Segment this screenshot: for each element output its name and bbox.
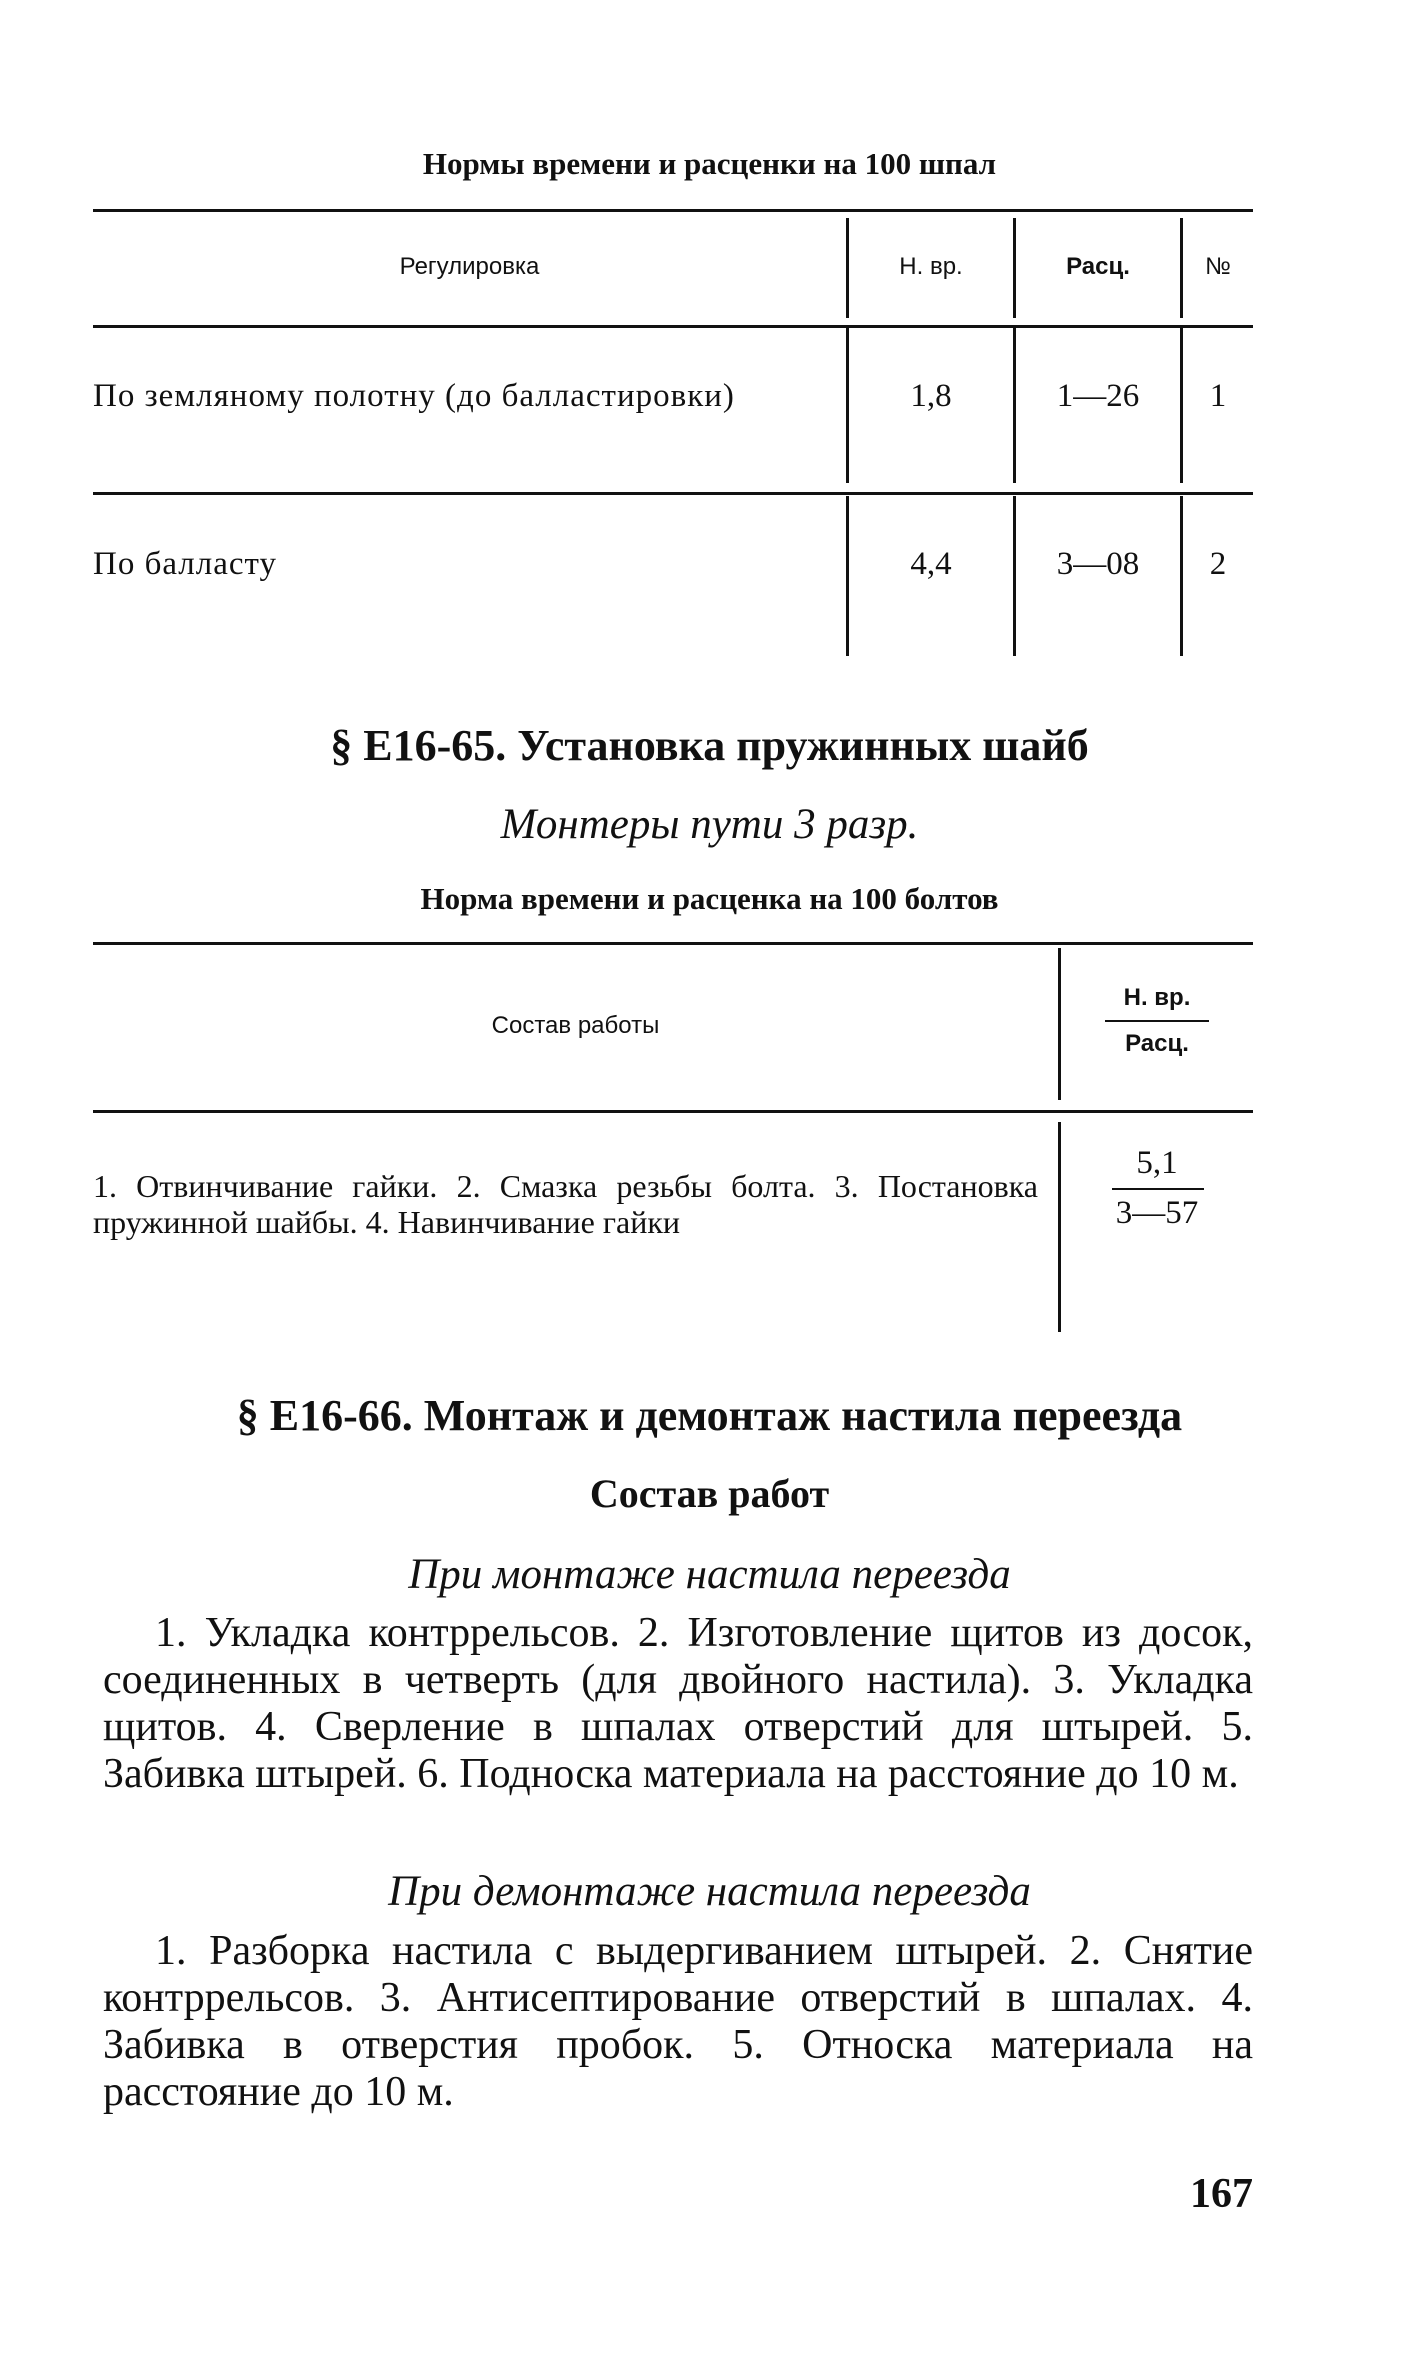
table2-top-rule (93, 942, 1253, 945)
table1-row2-no: 2 (1209, 546, 1227, 582)
page-number: 167 (1190, 2171, 1253, 2217)
table2-header-rule (93, 1110, 1253, 1113)
table1-row2-work: По балласту (93, 546, 278, 582)
mount-text-body: 1. Укладка контррельсов. 2. Изготовление щитов из досок, соединенных в четверть (для двойного настила). 3. Укладка щитов. 4. Сверление в шпалах отверстий для штырей. 5. Забивка штырей. 6. Подноска материала на расстояние до 10 м. (103, 1610, 1253, 1797)
table1-row1-work: По земляному полотну (до балластировки) (93, 378, 735, 414)
table1-row1-rate: 1—26 (1056, 378, 1140, 414)
table1-row2-norm: 4,4 (910, 546, 952, 582)
table1-caption: Нормы времени и расценки на 100 шпал (422, 146, 997, 181)
table2-rate: 3—57 (1115, 1195, 1199, 1231)
table1-row2-rate: 3—08 (1056, 546, 1140, 582)
table2-col-divider (1058, 1122, 1061, 1332)
table1-row1-norm: 1,8 (910, 378, 952, 414)
section66-subtitle: Состав работ (589, 1471, 830, 1516)
table2-work-text: 1. Отвинчивание гайки. 2. Смазка резьбы болта. 3. Постановка пружинной шайбы. 4. Навинчивание гайки (93, 1168, 1038, 1240)
demount-text-body: 1. Разборка настила с выдергиванием штырей. 2. Снятие контррельсов. 3. Антисептирование отверстий в шпалах. 4. Забивка в отверстия пробок. 5. Относка материала на расстояние до 10 м. (103, 1928, 1253, 2115)
table1-top-rule (93, 209, 1253, 212)
section65-title: § Е16-65. Установка пружинных шайб (330, 721, 1089, 770)
table2-norm: 5,1 (1136, 1145, 1178, 1181)
mount-text (103, 1610, 1253, 1798)
table2-header-norm: Н. вр. (1123, 984, 1191, 1011)
section65-caption: Норма времени и расценка на 100 болтов (420, 881, 999, 916)
table1-row1-no: 1 (1209, 378, 1227, 414)
table2-header-work: Состав работы (491, 1012, 660, 1039)
section66-title: § Е16-66. Монтаж и демонтаж настила переезда (236, 1391, 1183, 1440)
table2-header-rate: Расц. (1125, 1030, 1189, 1057)
table2-header-fraction-bar (1105, 1020, 1209, 1022)
table1-header-norm: Н. вр. (899, 253, 963, 280)
section65-workers: Монтеры пути 3 разр. (500, 801, 919, 848)
demount-text (103, 1928, 1253, 2116)
table1-header-rate: Расц. (1066, 253, 1130, 280)
table1-header-rule (93, 325, 1253, 328)
table1-row-rule (93, 492, 1253, 495)
demount-heading: При демонтаже настила переезда (388, 1868, 1031, 1915)
table2-col-divider (1058, 948, 1061, 1100)
table1-header-work: Регулировка (399, 253, 540, 280)
mount-heading: При монтаже настила переезда (408, 1551, 1011, 1598)
table1-header-no: № (1205, 253, 1231, 280)
table2-fraction-bar (1112, 1188, 1204, 1190)
